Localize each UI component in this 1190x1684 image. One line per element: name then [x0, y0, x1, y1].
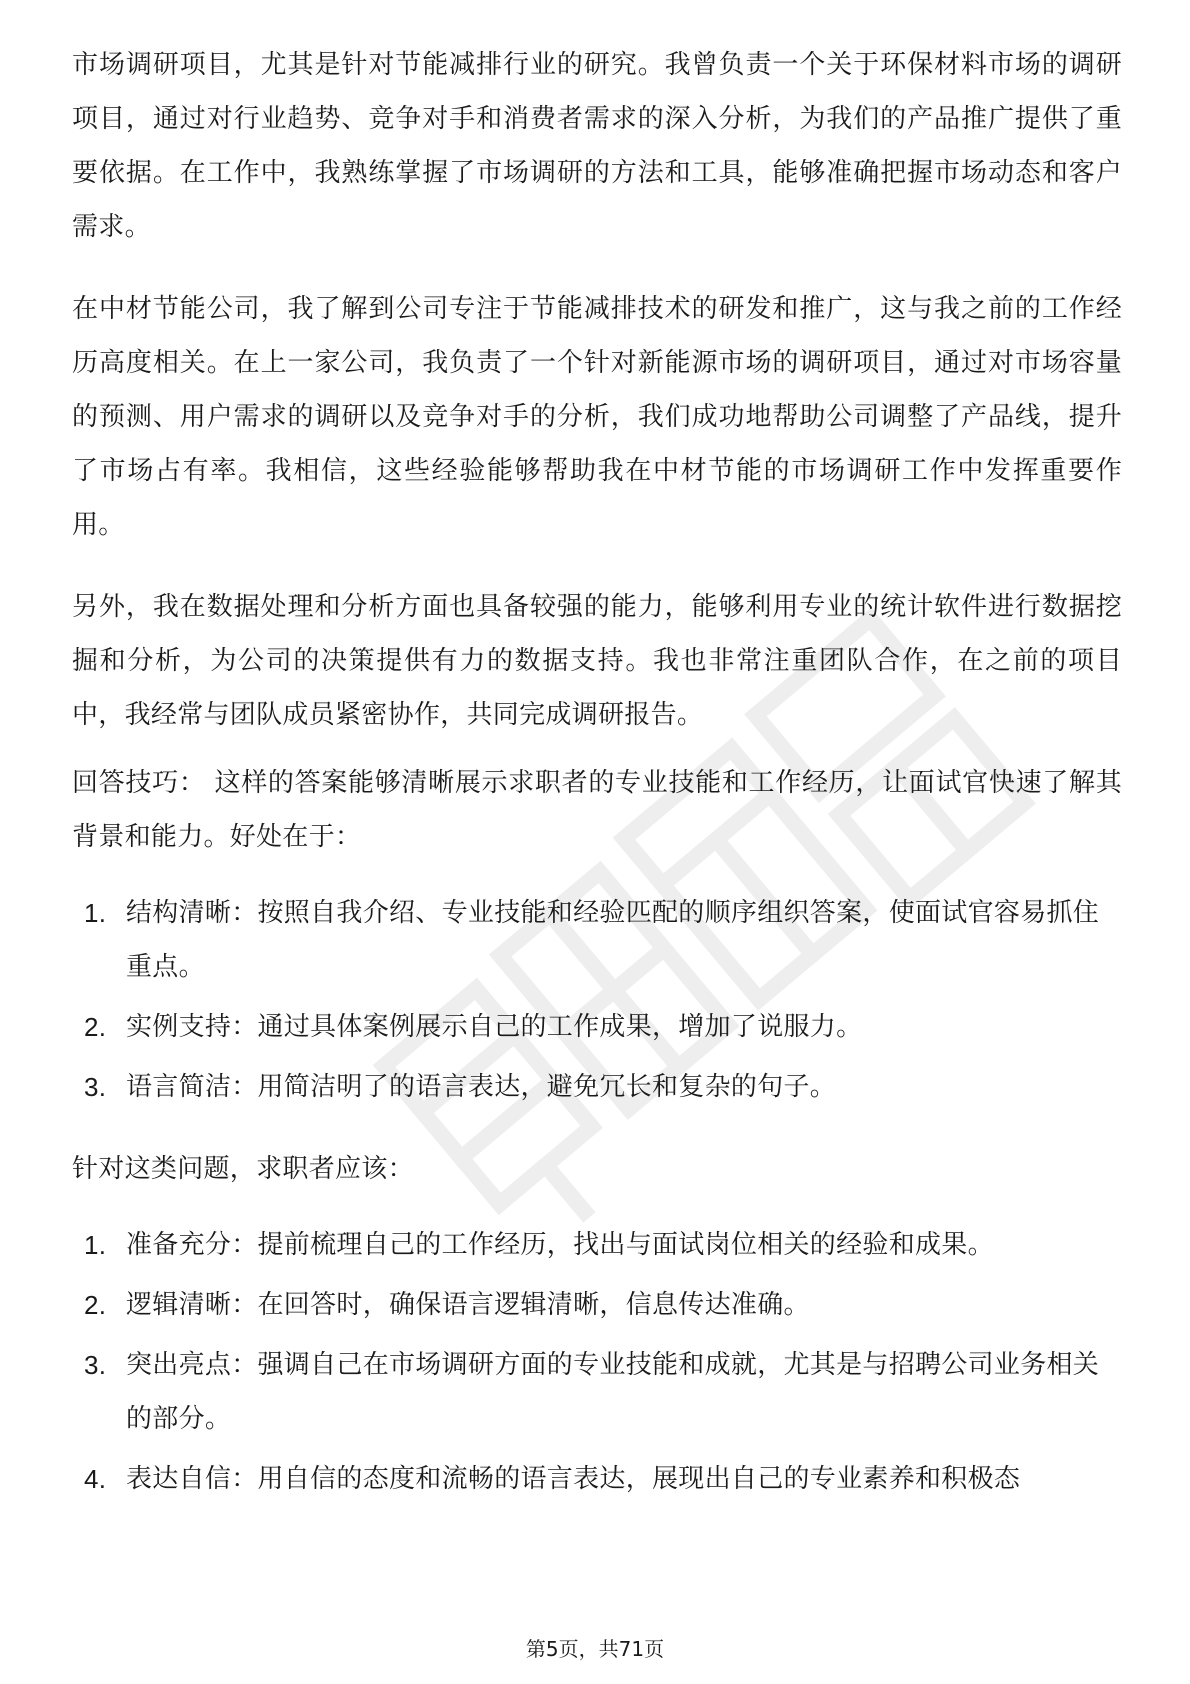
paragraph-company-fit: 在中材节能公司，我了解到公司专注于节能减排技术的研发和推广，这与我之前的工作经历高度相关。在上一家公司，我负责了一个针对新能源市场的调研项目，通过对市场容量的预测、用户需求的调研以及竞争对手的分析，我们成功地帮助公司调整了产品线，提升了市场占有率。我相信，这些经验能够帮助我在中材节能的市场调研工作中发挥重要作用。: [72, 294, 1122, 540]
list-number: 3.: [84, 1350, 107, 1380]
list-number: 1.: [84, 1230, 107, 1260]
list-item: [72, 1218, 1122, 1272]
list-item: [72, 1278, 1122, 1332]
list-text: 准备充分：提前梳理自己的工作经历，找出与面试岗位相关的经验和成果。: [126, 1230, 994, 1260]
list-item: [72, 886, 1122, 994]
paragraph-answer-tips: 回答技巧： 这样的答案能够清晰展示求职者的专业技能和工作经历，让面试官快速了解其背景和能力。好处在于：: [72, 768, 1122, 852]
list-item: [72, 1452, 1122, 1506]
list-number: 1.: [84, 898, 107, 928]
list-number: 3.: [84, 1072, 107, 1102]
page-footer: 第5页，共71页: [525, 1637, 665, 1661]
list-number: 2.: [84, 1012, 107, 1042]
list-text: 实例支持：通过具体案例展示自己的工作成果，增加了说服力。: [126, 1012, 863, 1042]
advice-list: [72, 1218, 1122, 1506]
paragraph-data-skills: 另外，我在数据处理和分析方面也具备较强的能力，能够利用专业的统计软件进行数据挖掘和分析，为公司的决策提供有力的数据支持。我也非常注重团队合作，在之前的项目中，我经常与团队成员紧密协作，共同完成调研报告。: [72, 592, 1122, 730]
paragraph-experience: 市场调研项目，尤其是针对节能减排行业的研究。我曾负责一个关于环保材料市场的调研项目，通过对行业趋势、竞争对手和消费者需求的深入分析，为我们的产品推广提供了重要依据。在工作中，我熟练掌握了市场调研的方法和工具，能够准确把握市场动态和客户需求。: [72, 50, 1122, 242]
list-item: [72, 1060, 1122, 1114]
benefits-list: [72, 886, 1122, 1114]
list-text: 逻辑清晰：在回答时，确保语言逻辑清晰，信息传达准确。: [126, 1290, 810, 1320]
list-text: 表达自信：用自信的态度和流畅的语言表达，展现出自己的专业素养和积极态: [126, 1464, 1021, 1494]
list-text: 突出亮点：强调自己在市场调研方面的专业技能和成就，尤其是与招聘公司业务相关的部分。: [126, 1350, 1100, 1434]
list-number: 2.: [84, 1290, 107, 1320]
paragraph-advice-intro: 针对这类问题，求职者应该：: [72, 1154, 414, 1184]
document-body: [72, 38, 1122, 1512]
list-item: [72, 1338, 1122, 1446]
list-text: 结构清晰：按照自我介绍、专业技能和经验匹配的顺序组织答案，使面试官容易抓住重点。: [126, 898, 1100, 982]
list-text: 语言简洁：用简洁明了的语言表达，避免冗长和复杂的句子。: [126, 1072, 837, 1102]
list-number: 4.: [84, 1464, 107, 1494]
list-item: [72, 1000, 1122, 1054]
